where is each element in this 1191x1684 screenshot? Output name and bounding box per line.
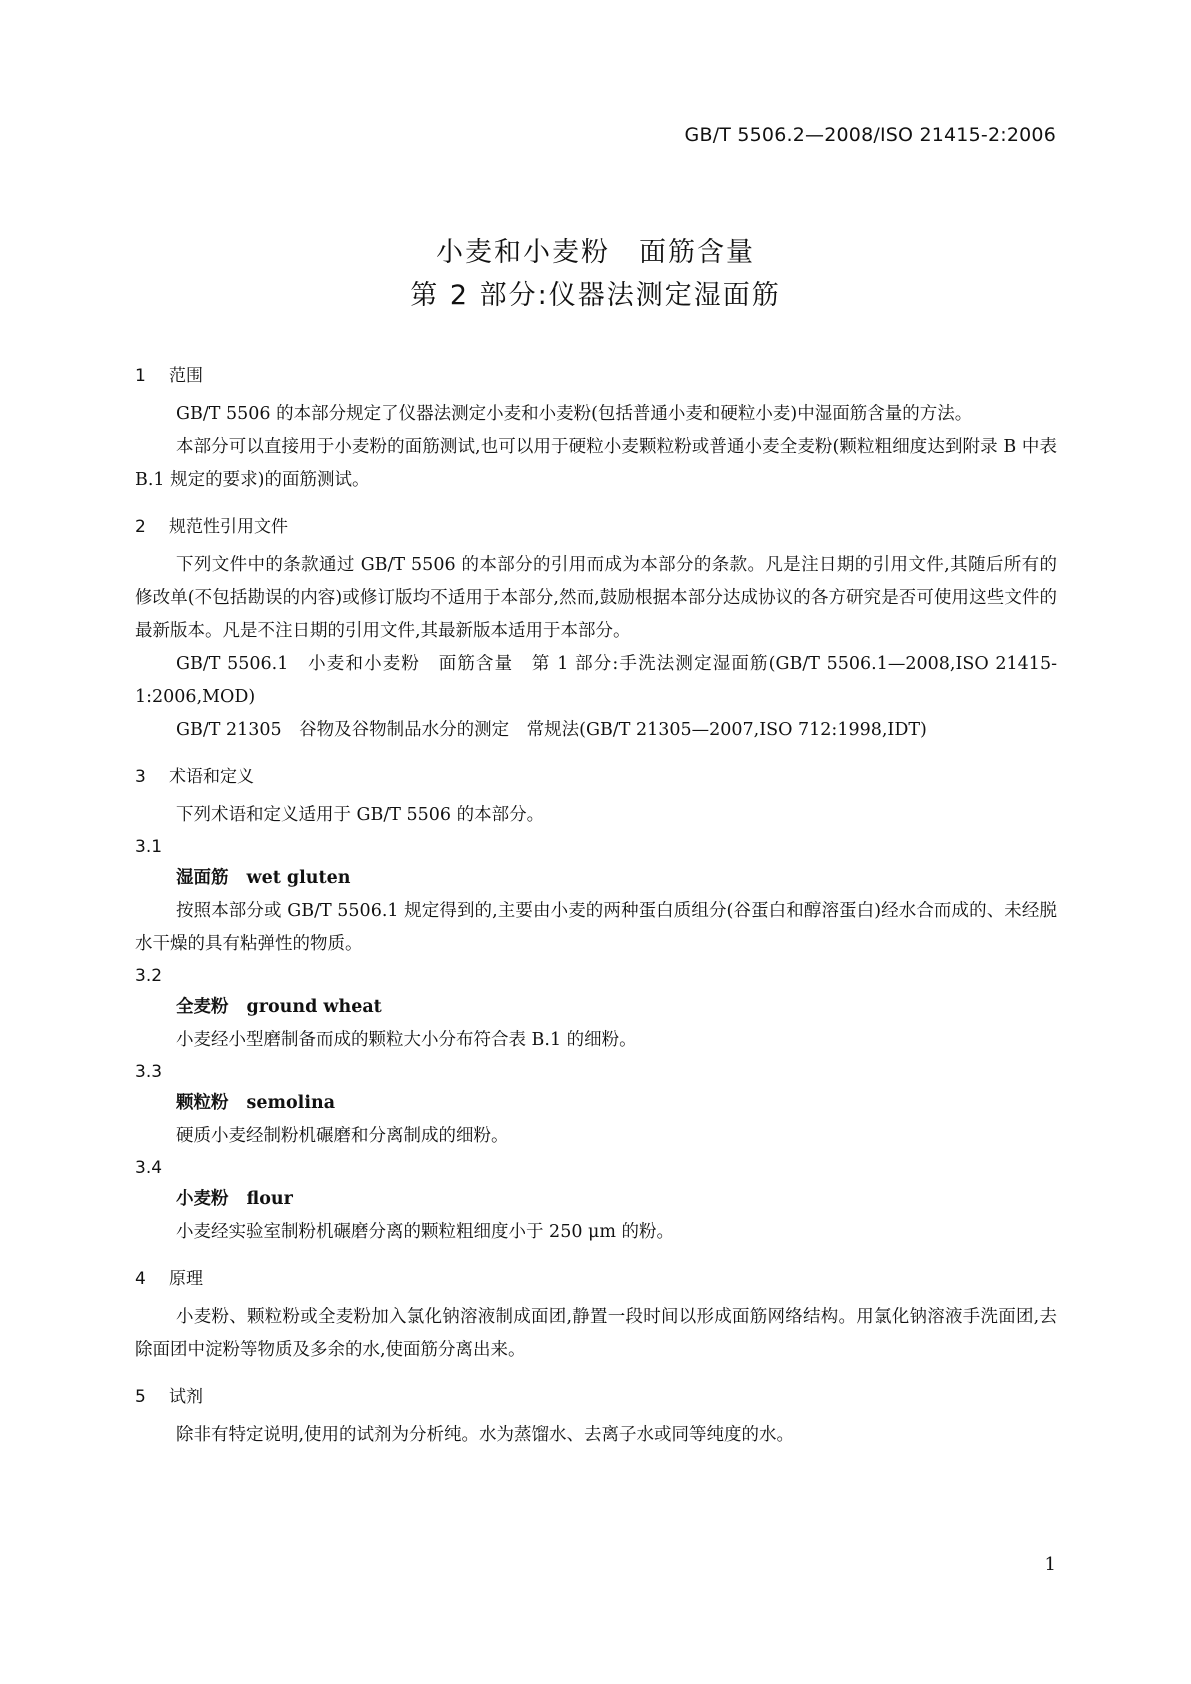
- paragraph: GB/T 5506 的本部分规定了仪器法测定小麦和小麦粉(包括普通小麦和硬粒小麦)中湿面筋含量的方法。: [176, 404, 973, 424]
- term-definition: 硬质小麦经制粉机碾磨和分离制成的细粉。: [176, 1126, 509, 1146]
- term-number: 3.1: [135, 837, 163, 857]
- document-body: [135, 362, 1057, 1452]
- page-number: 1: [1044, 1554, 1056, 1575]
- term-number: 3.2: [135, 966, 163, 986]
- paragraph: 下列术语和定义适用于 GB/T 5506 的本部分。: [176, 805, 545, 825]
- reference-item: GB/T 5506.1 小麦和小麦粉 面筋含量 第 1 部分:手洗法测定湿面筋(GB/T 5506.1—2008,ISO 21415-1:2006,MOD): [135, 654, 1057, 707]
- section-heading-scope: 1 范围: [135, 366, 203, 386]
- term-heading: 小麦粉 flour: [176, 1189, 293, 1209]
- term-definition: 按照本部分或 GB/T 5506.1 规定得到的,主要由小麦的两种蛋白质组分(谷蛋白和醇溶蛋白)经水合而成的、未经脱水干燥的具有粘弹性的物质。: [135, 901, 1057, 954]
- section-heading-principle: 4 原理: [135, 1269, 203, 1289]
- reference-item: GB/T 21305 谷物及谷物制品水分的测定 常规法(GB/T 21305—2007,ISO 712:1998,IDT): [176, 720, 927, 740]
- term-heading: 颗粒粉 semolina: [176, 1093, 336, 1113]
- section-heading-reagents: 5 试剂: [135, 1387, 203, 1407]
- section-heading-normative-references: 2 规范性引用文件: [135, 517, 288, 537]
- paragraph: 本部分可以直接用于小麦粉的面筋测试,也可以用于硬粒小麦颗粒粉或普通小麦全麦粉(颗粒粗细度达到附录 B 中表 B.1 规定的要求)的面筋测试。: [135, 437, 1057, 490]
- term-heading: 湿面筋 wet gluten: [176, 868, 351, 888]
- paragraph: 小麦粉、颗粒粉或全麦粉加入氯化钠溶液制成面团,静置一段时间以形成面筋网络结构。用氯化钠溶液手洗面团,去除面团中淀粉等物质及多余的水,使面筋分离出来。: [135, 1307, 1057, 1360]
- term-number: 3.4: [135, 1158, 163, 1178]
- term-number: 3.3: [135, 1062, 163, 1082]
- term-heading: 全麦粉 ground wheat: [176, 997, 382, 1017]
- section-heading-terms-definitions: 3 术语和定义: [135, 767, 254, 787]
- paragraph: 除非有特定说明,使用的试剂为分析纯。水为蒸馏水、去离子水或同等纯度的水。: [176, 1425, 795, 1445]
- term-definition: 小麦经实验室制粉机碾磨分离的颗粒粗细度小于 250 μm 的粉。: [176, 1222, 675, 1242]
- document-title-line2: 第 2 部分:仪器法测定湿面筋: [410, 280, 781, 311]
- document-title-line1: 小麦和小麦粉 面筋含量: [436, 237, 755, 268]
- paragraph: 下列文件中的条款通过 GB/T 5506 的本部分的引用而成为本部分的条款。凡是注日期的引用文件,其随后所有的修改单(不包括勘误的内容)或修订版均不适用于本部分,然而,鼓励根据本部分达成协议的各方研究是否可使用这些文件的最新版本。凡是不注日期的引用文件,其最新版本适用于本部分。: [135, 555, 1057, 641]
- standard-code: GB/T 5506.2—2008/ISO 21415-2:2006: [684, 124, 1056, 146]
- term-definition: 小麦经小型磨制备而成的颗粒大小分布符合表 B.1 的细粉。: [176, 1030, 637, 1050]
